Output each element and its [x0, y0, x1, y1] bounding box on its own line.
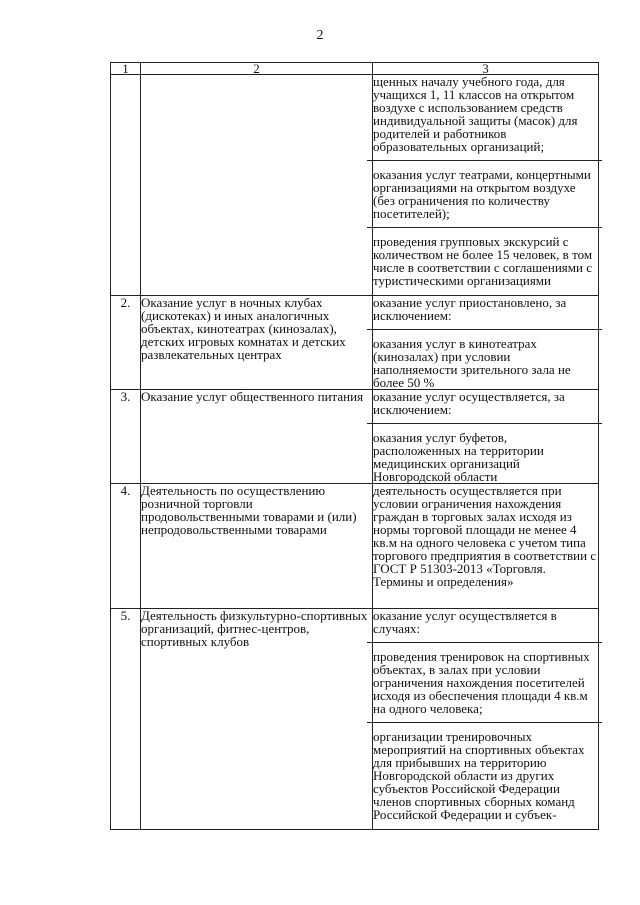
rules-cell — [373, 296, 599, 390]
row-number: 2. — [111, 296, 141, 390]
rule-paragraph: организации тренировочных мероприятий на спортивных объектах для прибывших на территорию Новгородской области из других субъектов Российской Федерации членов спортивных сборных команд Российской Федерации и субъек- — [367, 722, 602, 821]
rule-paragraph: оказания услуг в кинотеатрах (кинозалах) при условии наполняемости зрительного зала не более 50 % — [367, 329, 602, 389]
rules-cell — [373, 390, 599, 484]
rule-paragraph: щенных началу учебного года, для учащихся 1, 11 классов на открытом воздухе с использованием средств индивидуальной защиты (масок) для родителей и работников образовательных организаций; — [373, 74, 578, 154]
rules-cell — [373, 609, 599, 830]
row-number: 3. — [111, 390, 141, 484]
row-number — [111, 75, 141, 296]
rule-paragraph: проведения групповых экскурсий с количеством не более 15 человек, в том числе в соответствии с соглашениями с туристическими организациями — [367, 227, 602, 287]
rule-paragraph: оказание услуг осуществляется, за исключением: — [373, 389, 565, 417]
column-header-3: 3 — [373, 63, 599, 75]
table-row — [111, 484, 599, 609]
rule-paragraph: оказания услуг буфетов, расположенных на территории медицинских организаций Новгородской области — [367, 423, 602, 483]
restrictions-table — [110, 62, 599, 830]
table-row — [111, 609, 599, 830]
row-number: 5. — [111, 609, 141, 830]
rule-paragraph: оказания услуг театрами, концертными организациями на открытом воздухе (без ограничения по количеству посетителей); — [367, 160, 602, 220]
row-number: 4. — [111, 484, 141, 609]
table-header-row — [111, 63, 599, 75]
rule-paragraph: проведения тренировок на спортивных объектах, в залах при условии ограничения нахождения посетителей исходя из обеспечения площади 4 кв.м на одного человека; — [367, 642, 602, 715]
rules-cell — [373, 484, 599, 609]
service-cell: Оказание услуг общественного питания — [141, 390, 373, 484]
column-header-2: 2 — [141, 63, 373, 75]
rules-cell — [373, 75, 599, 296]
service-cell: Деятельность физкультурно-спортивных организаций, фитнес-центров, спортивных клубов — [141, 609, 373, 830]
table-row — [111, 390, 599, 484]
rule-paragraph: деятельность осуществляется при условии ограничения нахождения граждан в торговых залах исходя из нормы торговой площади не менее 4 кв.м на одного человека с учетом типа торгового предприятия в соответствии с ГОСТ Р 51303-2013 «Торговля. Термины и определения» — [373, 483, 597, 589]
column-header-1: 1 — [111, 63, 141, 75]
service-cell: Оказание услуг в ночных клубах (дискотеках) и иных аналогичных объектах, кинотеатрах (кинозалах), детских игровых комнатах и детских развлекательных центрах — [141, 296, 373, 390]
rule-paragraph: оказание услуг осуществляется в случаях: — [373, 608, 557, 636]
table-row — [111, 296, 599, 390]
service-cell — [141, 75, 373, 296]
rule-paragraph: оказание услуг приостановлено, за исключением: — [373, 295, 567, 323]
table-row — [111, 75, 599, 296]
service-cell: Деятельность по осуществлению розничной торговли продовольственными товарами и (или) непродовольственными товарами — [141, 484, 373, 609]
page-number: 2 — [316, 28, 324, 43]
